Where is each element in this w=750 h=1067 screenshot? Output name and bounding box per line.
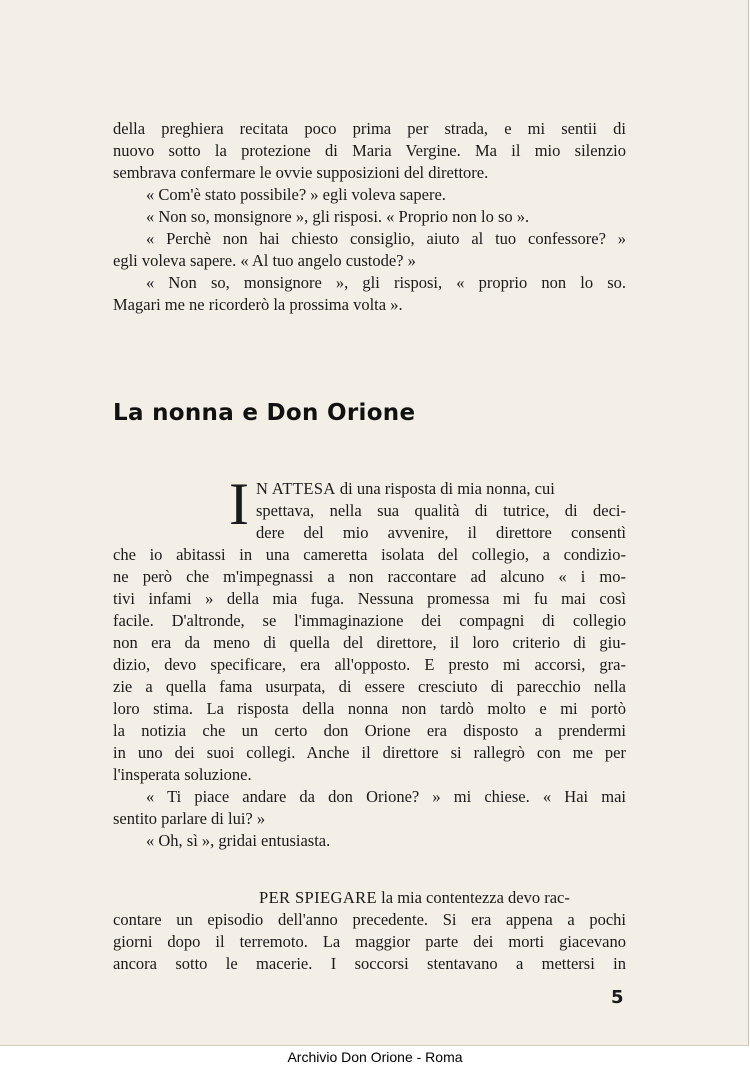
text-line: « Non so, monsignore », gli risposi, « proprio non lo so. xyxy=(146,273,626,292)
text-line: la notizia che un certo don Orione era disposto a prendermi xyxy=(113,721,626,740)
text-line: facile. D'altronde, se l'immaginazione dei compagni di collegio xyxy=(113,611,626,630)
drop-cap: I xyxy=(229,471,249,537)
text-line: spettava, nella sua qualità di tutrice, di deci- xyxy=(256,501,626,520)
text-line: dizio, devo specificare, era all'opposto. E presto mi accorsi, gra- xyxy=(113,655,626,674)
text-fragment: di una risposta di mia nonna, cui xyxy=(335,479,555,498)
text-line: l'insperata soluzione. xyxy=(113,765,252,784)
text-line: loro stima. La risposta della nonna non tardò molto e mi portò xyxy=(113,699,626,718)
text-line: sentito parlare di lui? » xyxy=(113,809,266,828)
paragraph-opening-caps: PER SPIEGARE xyxy=(259,888,378,907)
opening-caps: N ATTESA xyxy=(256,479,336,498)
text-fragment: la mia contentezza devo rac- xyxy=(377,888,570,907)
text-line: nuovo sotto la protezione di Maria Vergine. Ma il mio silenzio xyxy=(113,141,626,160)
text-line: sembrava confermare le ovvie supposizioni del direttore. xyxy=(113,163,489,182)
text-line: Magari me ne ricorderò la prossima volta ». xyxy=(113,295,403,314)
text-line: « Perchè non hai chiesto consiglio, aiuto al tuo confessore? » xyxy=(146,229,626,248)
text-line: ne però che m'impegnassi a non raccontare ad alcuno « i mo- xyxy=(113,567,626,586)
text-line: contare un episodio dell'anno precedente. Si era appena a pochi xyxy=(113,910,626,929)
text-line: dere del mio avvenire, il direttore consentì xyxy=(256,523,626,542)
text-line: zie a quella fama usurpata, di essere cresciuto di parecchio nella xyxy=(113,677,626,696)
text-line: « Com'è stato possibile? » egli voleva sapere. xyxy=(146,185,446,204)
text-line: tivi infami » della mia fuga. Nessuna promessa mi fu mai così xyxy=(113,589,626,608)
text-line: della preghiera recitata poco prima per strada, e mi sentii di xyxy=(113,119,626,138)
text-line: egli voleva sapere. « Al tuo angelo custode? » xyxy=(113,251,416,270)
text-line: « Oh, sì », gridai entusiasta. xyxy=(146,831,331,850)
text-line: che io abitassi in una cameretta isolata del collegio, a condizio- xyxy=(113,545,626,564)
text-line: « Ti piace andare da don Orione? » mi chiese. « Hai mai xyxy=(146,787,626,806)
text-line xyxy=(256,478,626,500)
section-heading: La nonna e Don Orione xyxy=(113,400,416,426)
text-line: ancora sotto le macerie. I soccorsi stentavano a mettersi in xyxy=(113,954,626,973)
text-line xyxy=(259,887,626,909)
text-line: giorni dopo il terremoto. La maggior parte dei morti giacevano xyxy=(113,932,626,951)
archive-footer: Archivio Don Orione - Roma xyxy=(287,1049,463,1065)
text-line: « Non so, monsignore », gli risposi. « Proprio non lo so ». xyxy=(146,207,530,226)
text-line: in uno dei suoi collegi. Anche il direttore si rallegrò con me per xyxy=(113,743,626,762)
page-number: 5 xyxy=(611,987,624,1008)
text-line: non era da meno di quella del direttore, il loro criterio di giu- xyxy=(113,633,626,652)
